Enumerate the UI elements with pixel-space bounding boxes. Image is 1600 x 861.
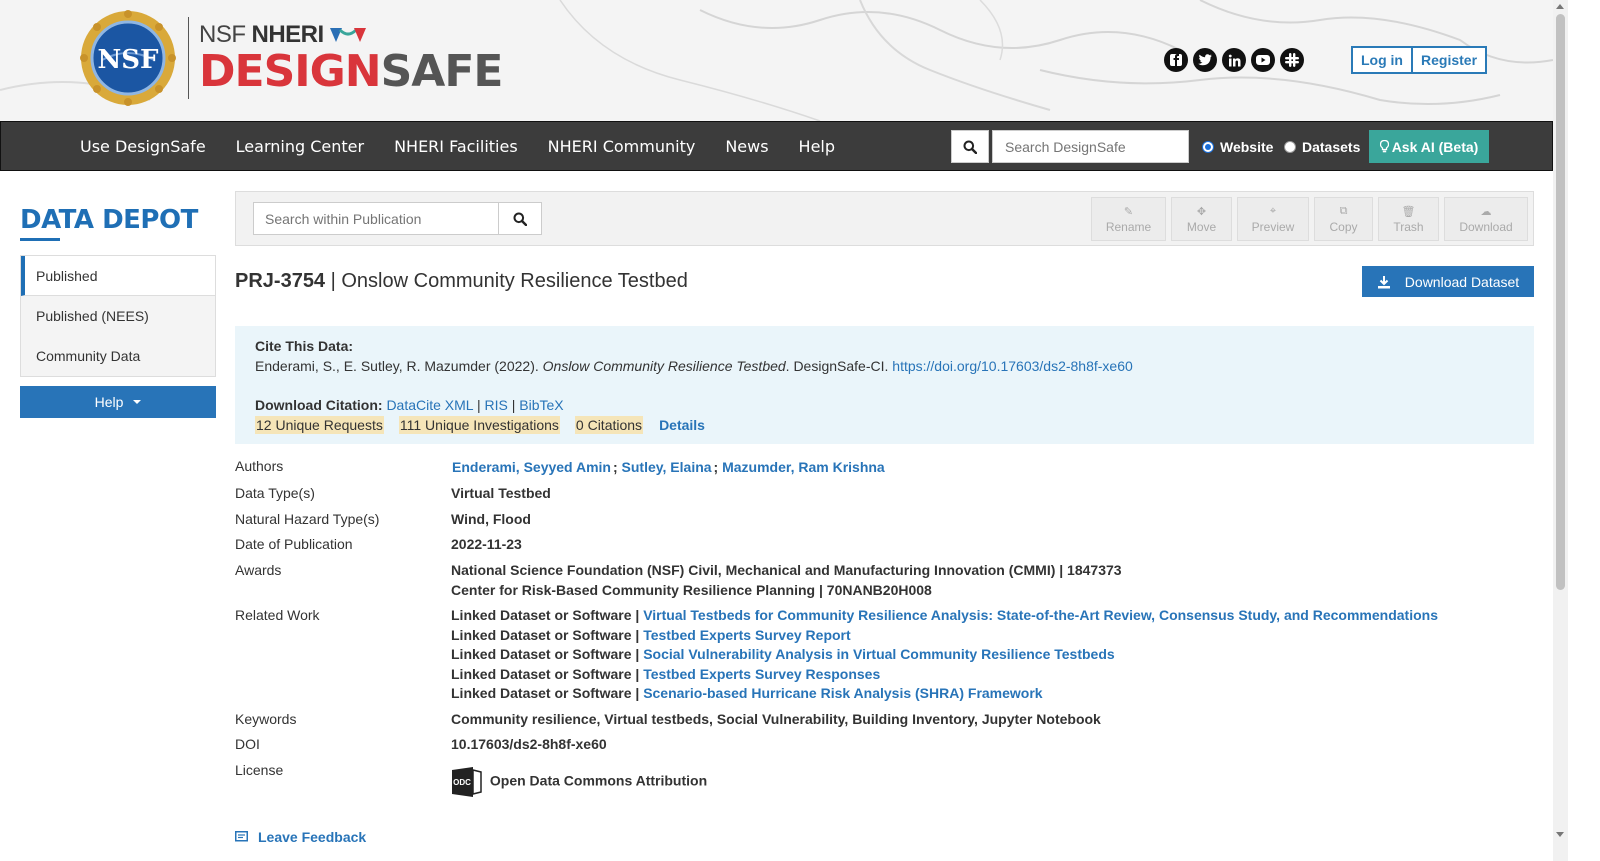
data-type-label: Data Type(s) — [235, 485, 315, 501]
author-link[interactable]: Sutley, Elaina — [621, 459, 712, 475]
related-prefix: Linked Dataset or Software | — [451, 665, 644, 682]
award-item: National Science Foundation (NSF) Civil, Mechanical and Manufacturing Innovation (CMMI) | 1847373 — [451, 562, 1122, 578]
related-link[interactable]: Virtual Testbeds for Community Resilience Analysis: State-of-the-Art Review, Consensus Study, and Recommendations — [643, 607, 1438, 623]
preview-button[interactable] — [1237, 197, 1309, 241]
license-name: Open Data Commons Attribution — [489, 772, 708, 789]
download-icon — [1377, 275, 1391, 289]
designsafe-logo[interactable] — [80, 10, 502, 106]
author-link[interactable]: Enderami, Seyyed Amin — [452, 459, 611, 475]
copy-label: Copy — [1329, 219, 1358, 234]
related-link[interactable]: Scenario-based Hurricane Risk Analysis (SHRA) Framework — [643, 685, 1043, 702]
author-link[interactable]: Mazumder, Ram Krishna — [722, 459, 885, 475]
sidebar-item-community-data[interactable]: Community Data — [36, 348, 141, 364]
datacite-xml-link[interactable]: DataCite XML — [386, 397, 474, 413]
scope-datasets-radio[interactable] — [1284, 141, 1296, 153]
date-label: Date of Publication — [235, 536, 353, 552]
main-nav — [0, 121, 1553, 171]
project-name: Onslow Community Resilience Testbed — [341, 270, 688, 292]
scope-website-radio[interactable] — [1202, 141, 1214, 153]
award-item: Center for Risk-Based Community Resilience Planning | 70NANB20H008 — [451, 581, 932, 598]
related-item — [451, 666, 1438, 686]
related-item — [451, 646, 1438, 666]
nav-items — [65, 122, 850, 170]
feedback-icon — [235, 831, 248, 843]
related-prefix: Linked Dataset or Software | — [451, 646, 644, 663]
publication-search-input[interactable] — [253, 202, 499, 235]
related-work-label: Related Work — [235, 607, 320, 623]
rename-button[interactable] — [1091, 197, 1166, 241]
file-toolbar — [235, 191, 1534, 246]
related-item — [451, 627, 1438, 647]
nav-item-nheri-facilities[interactable]: NHERI Facilities — [394, 136, 518, 156]
move-label: Move — [1186, 219, 1217, 234]
sidebar-item-published-nees[interactable]: Published (NEES) — [36, 308, 149, 324]
rename-label: Rename — [1105, 219, 1152, 234]
cloud-download-icon: ☁ — [1480, 205, 1492, 218]
move-button[interactable] — [1171, 197, 1232, 241]
hazard-label: Natural Hazard Type(s) — [235, 511, 380, 527]
citation-text — [255, 358, 1133, 374]
related-work-list — [451, 607, 1438, 705]
leave-feedback-link[interactable] — [235, 829, 366, 845]
scroll-thumb[interactable] — [1556, 14, 1565, 590]
awards-list — [451, 562, 1122, 601]
related-prefix: Linked Dataset or Software | — [451, 685, 644, 702]
related-item — [451, 685, 1438, 705]
search-icon — [963, 140, 977, 154]
nav-item-learning-center[interactable]: Learning Center — [235, 136, 365, 156]
download-button[interactable] — [1444, 197, 1528, 241]
bibtex-link[interactable]: BibTeX — [519, 397, 564, 413]
scroll-down-icon[interactable] — [1556, 832, 1564, 837]
logo-design-text: DESIGN — [199, 46, 381, 97]
citation-authors: Enderami, S., E. Sutley, R. Mazumder (2022). — [255, 358, 543, 374]
register-link[interactable]: Register — [1411, 48, 1485, 72]
svg-text:ODC: ODC — [453, 778, 471, 787]
copy-button[interactable] — [1314, 197, 1373, 241]
social-links — [1164, 48, 1304, 72]
login-link[interactable]: Log in — [1361, 52, 1403, 68]
nav-item-news[interactable]: News — [725, 136, 769, 156]
facebook-icon[interactable] — [1164, 48, 1188, 72]
title-underline — [20, 238, 60, 241]
ris-link[interactable]: RIS — [484, 397, 508, 413]
binoculars-icon: ⌖ — [1269, 204, 1277, 217]
unique-requests-badge: 12 Unique Requests — [256, 417, 383, 433]
download-citation-row: Download Citation: DataCite XML | RIS | BibTeX — [255, 397, 564, 413]
nsf-seal-icon — [80, 10, 176, 106]
download-citation-label: Download Citation: — [255, 397, 383, 413]
linkedin-icon[interactable] — [1222, 48, 1246, 72]
auth-links — [1351, 46, 1487, 74]
ask-ai-button[interactable] — [1369, 130, 1489, 163]
license-label: License — [235, 762, 284, 778]
preview-label: Preview — [1251, 219, 1295, 234]
caret-down-icon — [133, 400, 141, 404]
doi-label: DOI — [235, 736, 260, 752]
scope-datasets-option[interactable] — [1284, 130, 1360, 163]
citation-title: Onslow Community Resilience Testbed — [542, 358, 786, 374]
nav-item-nheri-community[interactable]: NHERI Community — [547, 136, 696, 156]
data-type-value: Virtual Testbed — [451, 485, 551, 501]
license-value-row — [451, 766, 707, 798]
related-prefix: Linked Dataset or Software | — [451, 626, 644, 643]
pencil-icon: ✎ — [1123, 205, 1134, 218]
download-dataset-button[interactable] — [1362, 266, 1534, 297]
hazard-value: Wind, Flood — [451, 511, 531, 527]
ask-ai-label: Ask AI (Beta) — [1391, 138, 1479, 155]
move-icon: ✥ — [1196, 205, 1207, 218]
scope-website-label: Website — [1220, 138, 1274, 155]
logo-text — [199, 21, 502, 95]
logo-divider — [188, 17, 189, 99]
site-search-input[interactable] — [992, 130, 1189, 163]
nav-item-help[interactable]: Help — [798, 136, 836, 156]
citation-publisher: . DesignSafe-CI. — [785, 358, 893, 374]
page-scrollbar[interactable] — [1553, 0, 1568, 861]
keywords-value: Community resilience, Virtual testbeds, Social Vulnerability, Building Inventory, Jupyter Notebook — [451, 711, 1101, 727]
site-search-button[interactable] — [951, 130, 989, 163]
site-header — [0, 0, 1553, 121]
odc-license-icon — [451, 766, 482, 798]
authors-label: Authors — [235, 458, 284, 474]
unique-investigations-badge: 111 Unique Investigations — [399, 417, 559, 433]
metrics-row — [255, 416, 705, 434]
trash-icon: 🗑 — [1401, 205, 1416, 218]
logo-nsf-text: NSF — [199, 21, 246, 48]
trash-label: Trash — [1393, 219, 1424, 234]
scroll-up-icon[interactable] — [1556, 4, 1564, 9]
data-depot-title: DATA DEPOT — [20, 205, 198, 235]
related-prefix: Linked Dataset or Software | — [451, 607, 644, 623]
project-id: PRJ-3754 — [235, 270, 326, 292]
citation-panel — [235, 326, 1534, 444]
keywords-label: Keywords — [235, 711, 297, 727]
copy-icon: ⧉ — [1339, 204, 1348, 217]
scope-datasets-label: Datasets — [1302, 138, 1361, 155]
metrics-details-link[interactable]: Details — [659, 417, 705, 433]
nav-item-use-designsafe[interactable]: Use DesignSafe — [80, 136, 206, 156]
search-icon — [513, 212, 527, 226]
awards-label: Awards — [235, 562, 282, 578]
sidebar-item-published[interactable]: Published — [21, 256, 215, 296]
lightbulb-icon — [1380, 140, 1389, 153]
trash-button[interactable] — [1378, 197, 1439, 241]
download-label: Download — [1459, 219, 1513, 234]
publication-search-button[interactable] — [498, 202, 542, 235]
title-separator: | — [325, 270, 342, 292]
twitter-icon[interactable] — [1193, 48, 1217, 72]
youtube-icon[interactable] — [1251, 48, 1275, 72]
svg-text:NSF: NSF — [97, 45, 159, 75]
download-dataset-label: Download Dataset — [1404, 273, 1520, 290]
project-title — [235, 270, 688, 293]
help-dropdown-button[interactable] — [20, 386, 216, 418]
cite-label: Cite This Data: — [255, 338, 354, 354]
citation-doi-link[interactable]: https://doi.org/10.17603/ds2-8h8f-xe60 — [892, 358, 1133, 374]
nheri-mark-icon — [328, 24, 368, 46]
doi-value: 10.17603/ds2-8h8f-xe60 — [451, 736, 607, 752]
authors-list: Enderami, Seyyed Amin ; Sutley, Elaina ; Mazumder, Ram Krishna — [452, 459, 885, 475]
logo-nheri-text: NHERI — [251, 21, 324, 48]
scope-website-option[interactable] — [1202, 130, 1273, 163]
related-link[interactable]: Social Vulnerability Analysis in Virtual Community Resilience Testbeds — [643, 646, 1115, 663]
related-link[interactable]: Testbed Experts Survey Report — [643, 626, 851, 643]
logo-safe-text: SAFE — [380, 46, 503, 97]
feedback-label: Leave Feedback — [258, 829, 367, 845]
sidebar-menu — [20, 255, 216, 377]
related-item — [451, 607, 1438, 627]
help-label: Help — [94, 394, 124, 410]
slack-icon[interactable] — [1280, 48, 1304, 72]
date-value: 2022-11-23 — [451, 536, 522, 552]
citations-badge: 0 Citations — [575, 417, 643, 433]
related-link[interactable]: Testbed Experts Survey Responses — [643, 665, 881, 682]
